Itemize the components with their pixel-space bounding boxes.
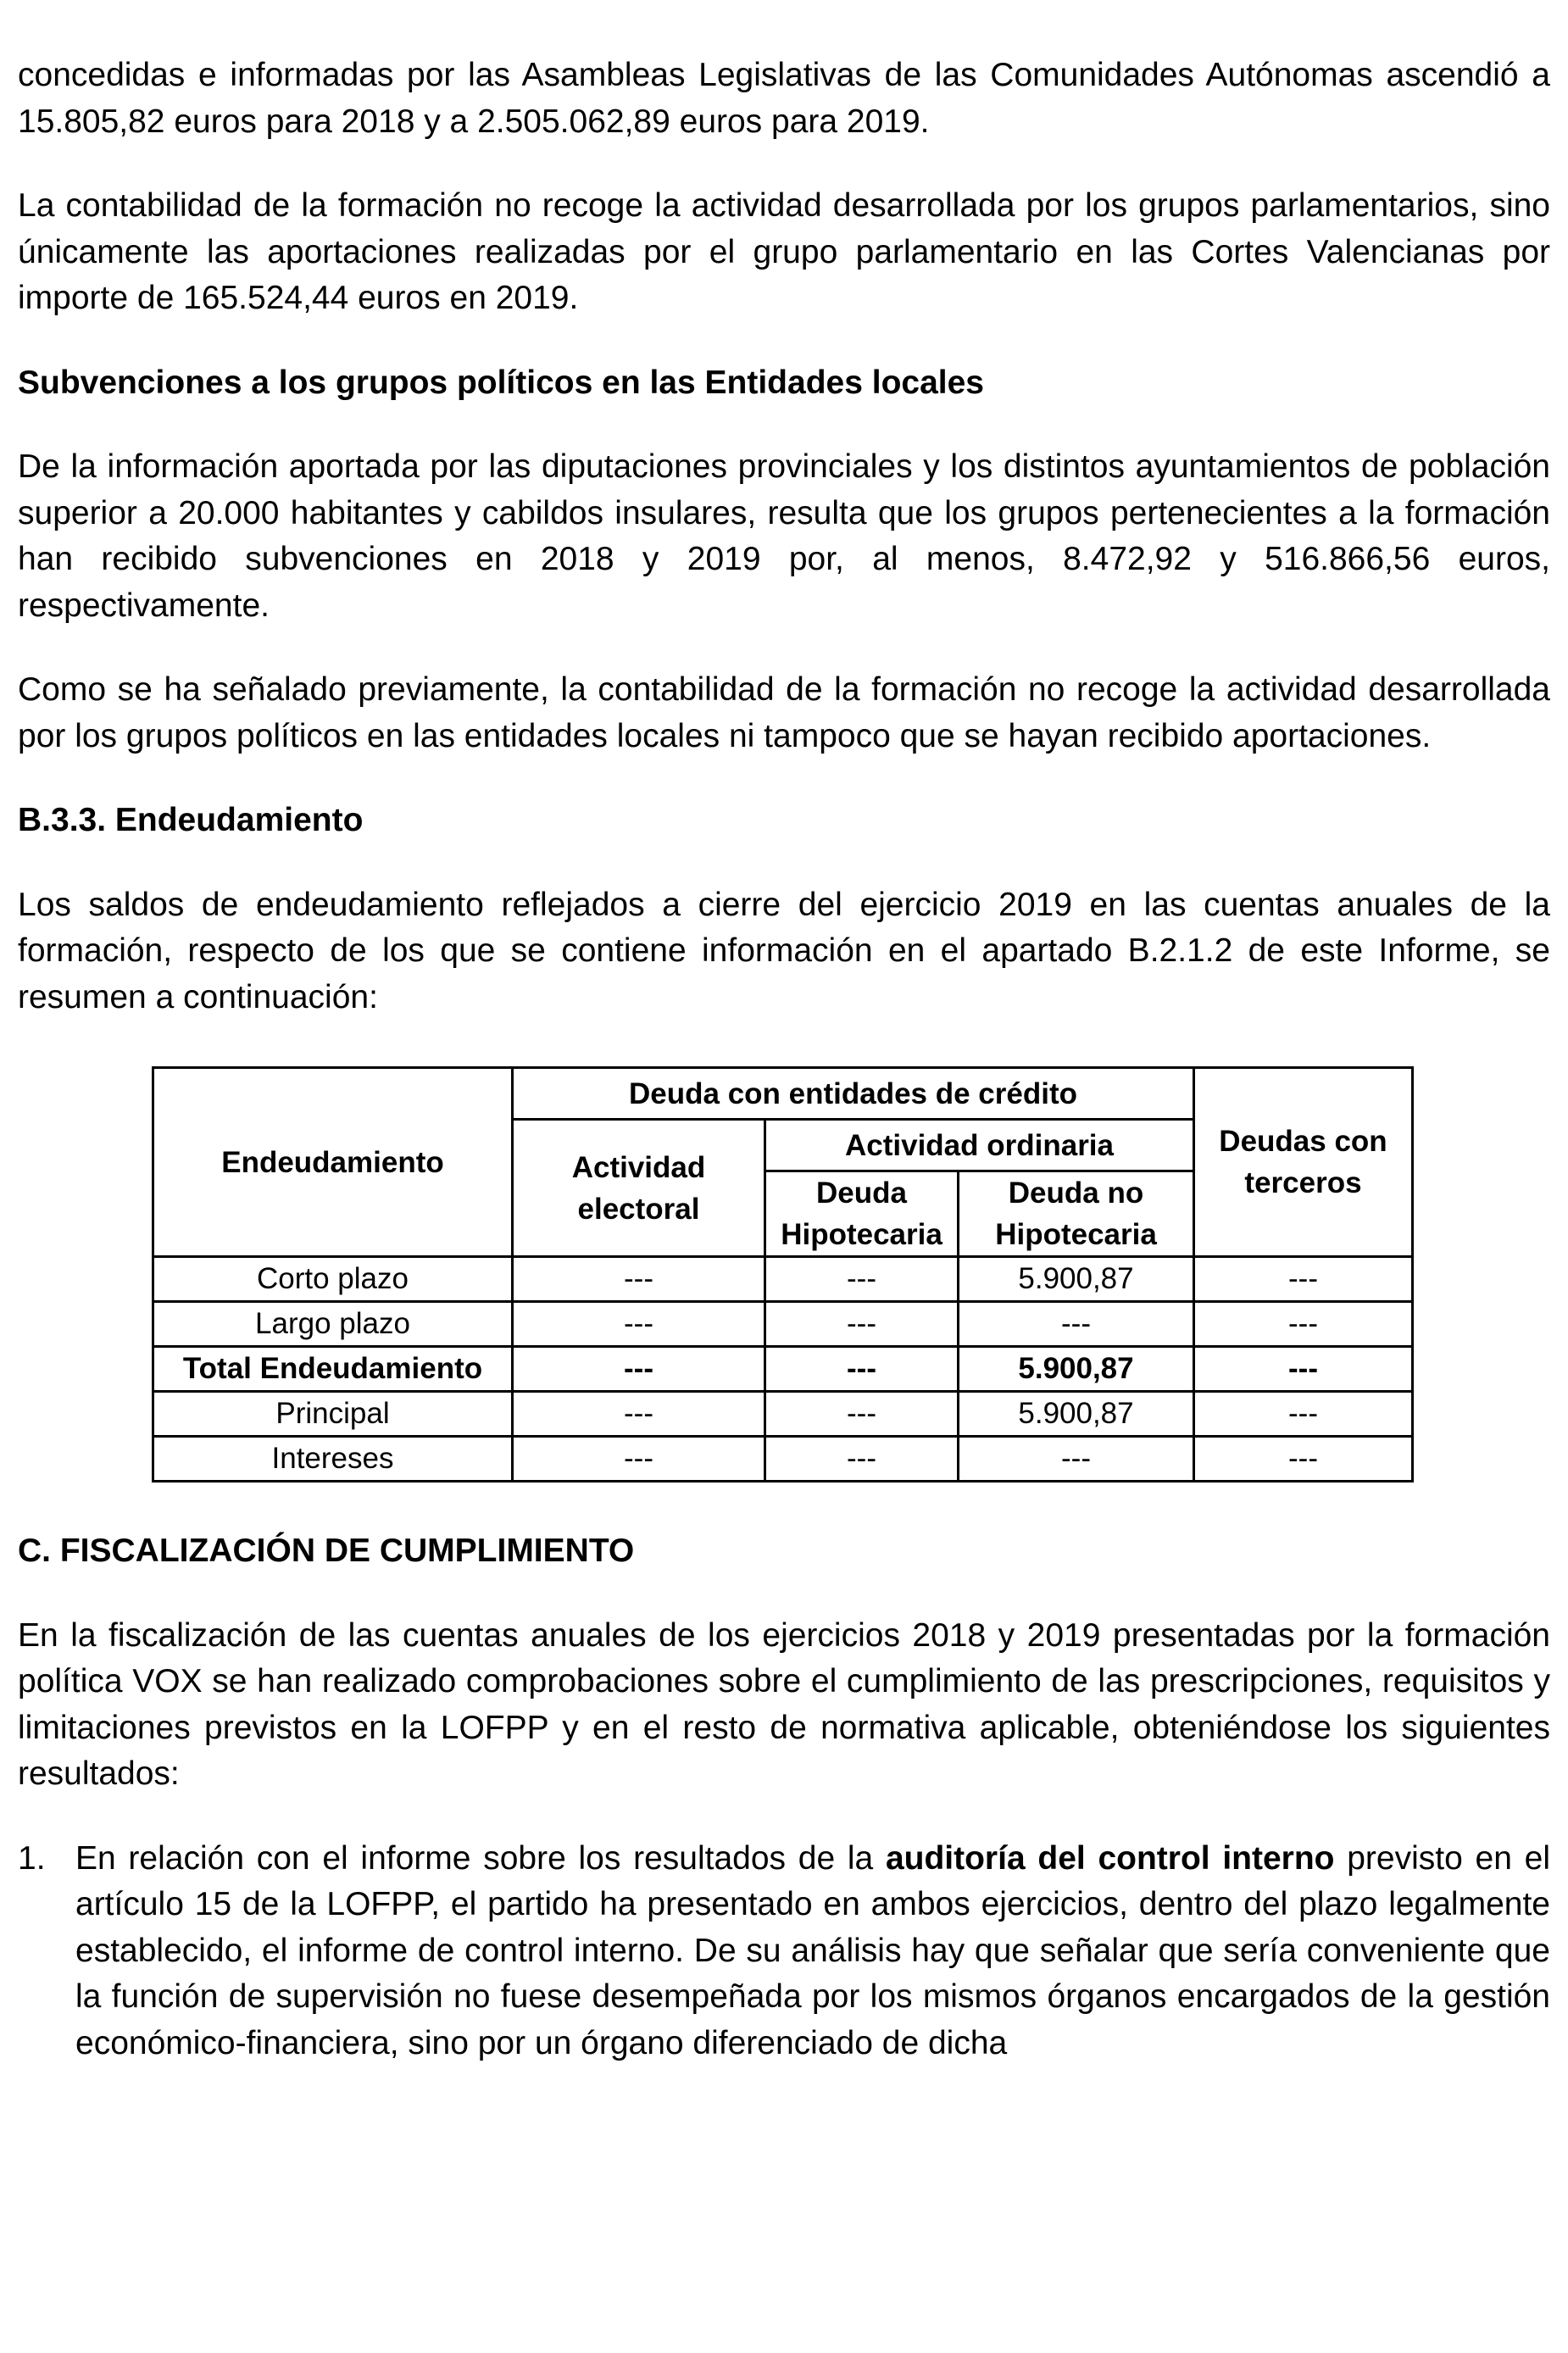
heading-endeudamiento: B.3.3. Endeudamiento bbox=[18, 802, 364, 838]
table-row bbox=[153, 1437, 1413, 1482]
cell-electoral: --- bbox=[513, 1347, 765, 1392]
list-text-after: previsto en el artículo 15 de la LOFPP, el partido ha presentado en ambos ejercicios, dentro del plazo legalmente establecido, el informe de control interno. De su análisis hay que señalar que sería conveniente que la función de supervisión no fuese desempeñada por los mismos órganos encargados de la gestión económico-financiera, sino por un órgano diferenciado de dicha bbox=[75, 1839, 1550, 2061]
debt-table bbox=[152, 1066, 1414, 1482]
document-page bbox=[18, 53, 1550, 2067]
row-label: Intereses bbox=[153, 1437, 513, 1482]
header-actividad-electoral: Actividad electoral bbox=[513, 1120, 765, 1257]
paragraph-cortes-valencianas: La contabilidad de la formación no recoge la actividad desarrollada por los grupos parlamentarios, sino únicamente las aportaciones realizadas por el grupo parlamentario en las Cortes Valencianas por importe de 165.524,44 euros en 2019. bbox=[18, 187, 1550, 316]
row-label: Corto plazo bbox=[153, 1257, 513, 1302]
cell-terceros: --- bbox=[1194, 1302, 1413, 1347]
header-actividad-ordinaria: Actividad ordinaria bbox=[765, 1120, 1194, 1171]
cell-no-hipotecaria: 5.900,87 bbox=[959, 1392, 1194, 1437]
cell-terceros: --- bbox=[1194, 1392, 1413, 1437]
paragraph-grupos-politicos: Como se ha señalado previamente, la contabilidad de la formación no recoge la actividad desarrollada por los grupos políticos en las entidades locales ni tampoco que se hayan recibido aportaciones. bbox=[18, 671, 1550, 754]
cell-hipotecaria: --- bbox=[765, 1437, 959, 1482]
header-deuda-entidades-credito: Deuda con entidades de crédito bbox=[513, 1068, 1194, 1120]
table-row bbox=[153, 1302, 1413, 1347]
heading-entidades-locales: Subvenciones a los grupos políticos en las Entidades locales bbox=[18, 364, 984, 401]
list-item bbox=[18, 1836, 1550, 2067]
paragraph-asambleas: concedidas e informadas por las Asambleas Legislativas de las Comunidades Autónomas ascendió a 15.805,82 euros para 2018 y a 2.505.062,89 euros para 2019. bbox=[18, 57, 1550, 140]
list-text-bold: auditoría del control interno bbox=[885, 1839, 1335, 1877]
cell-hipotecaria: --- bbox=[765, 1392, 959, 1437]
cell-no-hipotecaria: --- bbox=[959, 1437, 1194, 1482]
header-deuda-hipotecaria: Deuda Hipotecaria bbox=[765, 1171, 959, 1257]
cell-electoral: --- bbox=[513, 1437, 765, 1482]
cell-terceros: --- bbox=[1194, 1257, 1413, 1302]
table-row bbox=[153, 1392, 1413, 1437]
heading-fiscalizacion-cumplimiento: C. FISCALIZACIÓN DE CUMPLIMIENTO bbox=[18, 1533, 635, 1569]
header-deuda-no-hipotecaria: Deuda no Hipotecaria bbox=[959, 1171, 1194, 1257]
paragraph-diputaciones: De la información aportada por las diputaciones provinciales y los distintos ayuntamientos de población superior a 20.000 habitantes y cabildos insulares, resulta que los grupos pertenecientes a la formación han recibido subvenciones en 2018 y 2019 por, al menos, 8.472,92 y 516.866,56 euros, respectivamente. bbox=[18, 448, 1550, 624]
cell-terceros: --- bbox=[1194, 1437, 1413, 1482]
debt-table-wrapper bbox=[152, 1066, 1550, 1482]
cell-electoral: --- bbox=[513, 1302, 765, 1347]
cell-hipotecaria: --- bbox=[765, 1257, 959, 1302]
list-text-before: En relación con el informe sobre los resultados de la bbox=[75, 1839, 886, 1877]
table-row bbox=[153, 1257, 1413, 1302]
paragraph-fiscalizacion: En la fiscalización de las cuentas anuales de los ejercicios 2018 y 2019 presentadas por la formación política VOX se han realizado comprobaciones sobre el cumplimiento de las prescripciones, requisitos y limitaciones previstos en la LOFPP y en el resto de normativa aplicable, obteniéndose los siguientes resultados: bbox=[18, 1616, 1550, 1792]
row-label: Principal bbox=[153, 1392, 513, 1437]
list-item-text bbox=[75, 1836, 1550, 2067]
cell-hipotecaria: --- bbox=[765, 1347, 959, 1392]
cell-electoral: --- bbox=[513, 1257, 765, 1302]
paragraph-saldos-endeudamiento: Los saldos de endeudamiento reflejados a cierre del ejercicio 2019 en las cuentas anuales de la formación, respecto de los que se contiene información en el apartado B.2.1.2 de este Informe, se resumen a continuación: bbox=[18, 886, 1550, 1015]
cell-no-hipotecaria: 5.900,87 bbox=[959, 1257, 1194, 1302]
table-row-total bbox=[153, 1347, 1413, 1392]
list-number: 1. bbox=[18, 1839, 46, 1877]
cell-no-hipotecaria: --- bbox=[959, 1302, 1194, 1347]
cell-hipotecaria: --- bbox=[765, 1302, 959, 1347]
cell-electoral: --- bbox=[513, 1392, 765, 1437]
row-label: Largo plazo bbox=[153, 1302, 513, 1347]
cell-no-hipotecaria: 5.900,87 bbox=[959, 1347, 1194, 1392]
header-endeudamiento: Endeudamiento bbox=[153, 1068, 513, 1257]
header-deudas-terceros: Deudas con terceros bbox=[1194, 1068, 1413, 1257]
row-label: Total Endeudamiento bbox=[153, 1347, 513, 1392]
cell-terceros: --- bbox=[1194, 1347, 1413, 1392]
